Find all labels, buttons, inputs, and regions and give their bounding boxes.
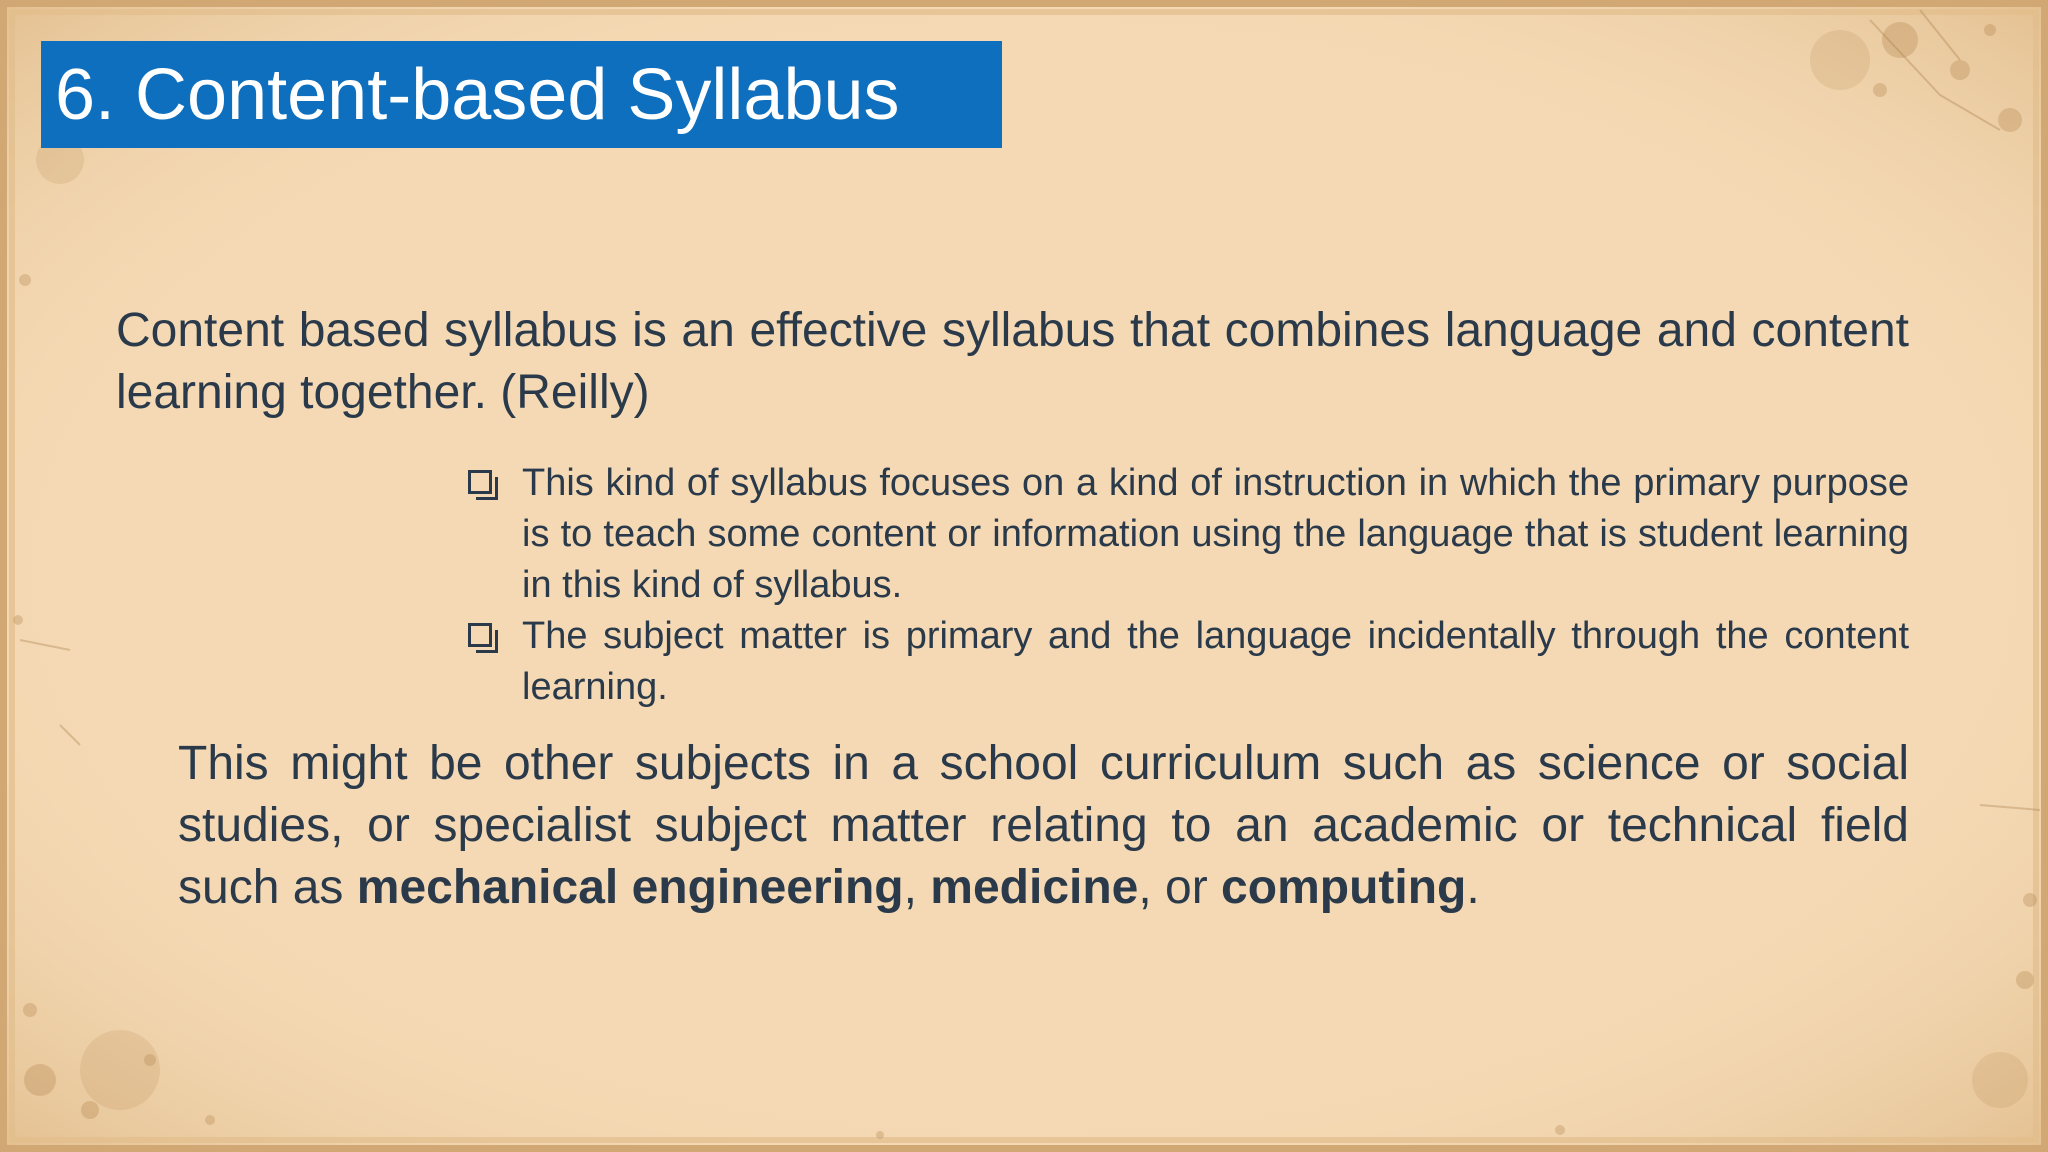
term-computing: computing xyxy=(1221,861,1467,914)
list-item xyxy=(464,611,1909,713)
title-bar xyxy=(41,41,1002,148)
intro-paragraph: Content based syllabus is an effective syllabus that combines language and content learning together. (Reilly) xyxy=(116,304,1909,419)
closing-end: . xyxy=(1466,861,1480,914)
hollow-square-bullet-icon xyxy=(468,623,492,647)
term-mechanical-engineering: mechanical engineering xyxy=(356,861,904,914)
closing-paragraph xyxy=(178,733,1909,919)
list-item xyxy=(464,458,1909,611)
bullet-text: This kind of syllabus focuses on a kind of instruction in which the primary purpose is to teach some content or information using the language that is student learning in this kind of syllabus. xyxy=(522,462,1909,606)
closing-lead: This might be other subjects in a school curriculum such as science or social studies, or specialist subject matter relating to an academic or technical field such as xyxy=(178,737,1909,914)
bullet-list xyxy=(464,458,1909,713)
separator: , xyxy=(903,861,931,914)
hollow-square-bullet-icon xyxy=(468,470,492,494)
slide-title: 6. Content-based Syllabus xyxy=(55,54,900,135)
separator: , or xyxy=(1138,861,1222,914)
term-medicine: medicine xyxy=(930,861,1139,914)
bullet-text: The subject matter is primary and the language incidentally through the content learning. xyxy=(522,615,1909,708)
